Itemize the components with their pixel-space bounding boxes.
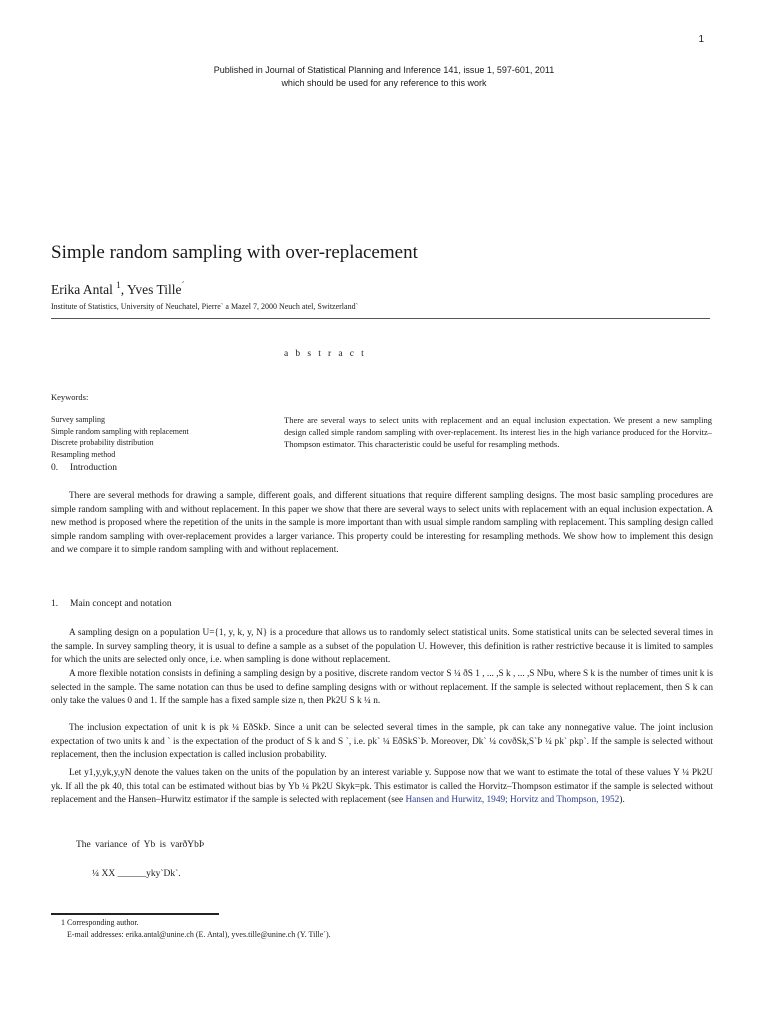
footnote-divider: [51, 913, 219, 915]
keywords-heading: Keywords:: [51, 392, 89, 402]
paragraph-estimator-text: Let y1,y,yk,y,yN denote the values taken on the units of the population by an interest variable y. Suppose now that we want to estimate the total of these values Y ¼ Pk2U yk. If all the pk 40, this total can be estimated without bias by Yb ¼ Pk2U Skyk=pk. This estimator is called the Horvitz–Thompson estimator if the sample is selected without replacement and the Hansen–Hurwitz estimator if the sample is selected with replacement (see: [51, 768, 713, 806]
footnote-email-addresses: E-mail addresses: erika.antal@unine.ch (E. Antal), yves.tille@unine.ch (Y. Tille´).: [67, 929, 331, 939]
section-number: 0.: [51, 463, 59, 473]
section-number: 1.: [51, 599, 59, 609]
author-footnote-marker: 1: [116, 280, 121, 290]
author-separator: ,: [120, 282, 127, 297]
publication-note: [0, 64, 768, 90]
author-antal: Erika Antal: [51, 282, 113, 297]
section-heading-main-concept: [51, 599, 172, 609]
section-heading-introduction: [51, 463, 117, 473]
author-tille-mark: ´: [181, 280, 185, 290]
footnote: [51, 917, 331, 940]
abstract-text: There are several ways to select units with replacement and an equal inclusion expectation. We present a new sampling design called simple random sampling with over-replacement. Its interest lies in the high variance produced for the Horvitz– Thompson estimator. This characteristic could be useful for resampling methods.: [284, 415, 712, 450]
page-number: 1: [698, 34, 704, 45]
paragraph-flexible-notation: A more flexible notation consists in defining a sampling design by a positive, discrete random vector S ¼ ðS 1 , ... ,S k , ... ,S NÞu, where S k is the number of times unit k is selected in the sample. The same notation can thus be used to define sampling designs with or without replacement. If the sample is selected without replacement, then S k can only take the values 0 and 1. If the sample has a fixed sample size n, then Pk2U S k ¼ n.: [51, 669, 713, 707]
keyword-item: Resampling method: [51, 449, 116, 459]
paragraph-estimator: [51, 767, 713, 808]
keyword-item: Discrete probability distribution: [51, 438, 154, 447]
paragraph-estimator-end: ).: [619, 795, 625, 806]
variance-formula: ¼ XX ______yky`Dk`.: [92, 869, 181, 879]
footnote-corresponding-author: 1 Corresponding author.: [61, 918, 139, 927]
abstract-heading: a b s t r a c t: [284, 349, 367, 359]
introduction-paragraph: There are several methods for drawing a sample, different goals, and different situations that require different sampling designs. The most basic sampling procedures are simple random sampling with and without replacement. In this paper we show that there are several ways to select units with replacement with an equal inclusion expectation. A new method is proposed where the repetition of the units in the sample is more important than with usual simple random sampling with replacement. This sampling design called simple random sampling with over-replacement provides a larger variance. This property could be interesting for resampling methods. We show how to implement this design and we compare it to simple random sampling with and without replacement.: [51, 491, 713, 556]
article-title: Simple random sampling with over-replacement: [51, 242, 418, 263]
section-title: Introduction: [70, 463, 117, 473]
section-title: Main concept and notation: [70, 599, 172, 609]
paragraph-sampling-design: A sampling design on a population U={1, y, k, y, N} is a procedure that allows us to randomly select statistical units. Some statistical units can be selected several times in the sample. In survey sampling theory, it is usual to define a sample as a subset of the population U. However, this definition is rather restrictive because it is limited to samples for which the units are selected only once, i.e. when sampling is done without replacement.: [51, 628, 713, 666]
affiliation: Institute of Statistics, University of Neuchatel, Pierre` a Mazel 7, 2000 Neuch atel, Switzerland`: [51, 302, 359, 311]
header-divider: [51, 318, 710, 319]
paragraph-inclusion-expectation: The inclusion expectation of unit k is pk ¼ EðSkÞ. Since a unit can be selected several times in the sample, pk can take any nonnegative value. The joint inclusion expectation of two units k and ` is the expectation of the product of S k and S `, i.e. pk` ¼ EðSkS`Þ. Moreover, Dk` ¼ covðSk,S`Þ ¼ pk` pkp`. If the sample is selected without replacement, then the inclusion expectation is called inclusion probability.: [51, 723, 713, 761]
publication-note-line-1: Published in Journal of Statistical Planning and Inference 141, issue 1, 597-601, 2011: [213, 65, 555, 75]
author-tille: Yves Tille: [126, 282, 182, 297]
keyword-item: Survey sampling: [51, 415, 105, 424]
citation-link[interactable]: Hansen and Hurwitz, 1949; Horvitz and Thompson, 1952: [405, 795, 620, 806]
keywords-list: [51, 414, 189, 460]
publication-note-line-2: which should be used for any reference to this work: [281, 78, 487, 88]
author-list: [51, 280, 185, 298]
variance-line: The variance of Yb is varðYbÞ: [76, 840, 205, 850]
keyword-item: Simple random sampling with replacement: [51, 426, 189, 436]
